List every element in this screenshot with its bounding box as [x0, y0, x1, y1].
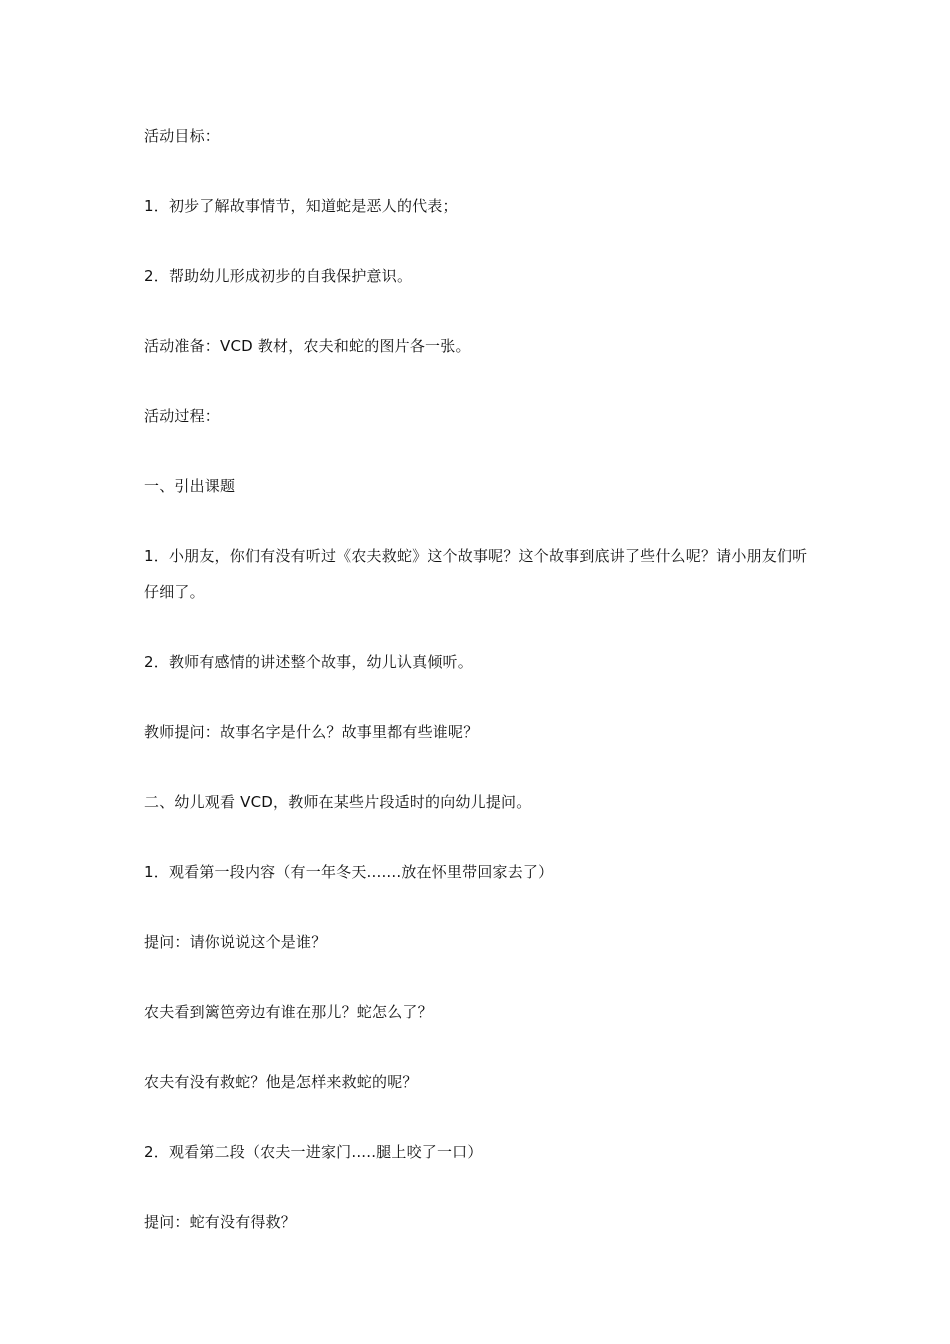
- section-2-item-2: 2．观看第二段（农夫一进家门.....腿上咬了一口）: [144, 1143, 483, 1161]
- section-2-item-1: 1．观看第一段内容（有一年冬天.......放在怀里带回家去了）: [144, 863, 554, 881]
- heading-activity-process: 活动过程：: [144, 407, 221, 425]
- section-2-title: 二、幼儿观看 VCD，教师在某些片段适时的向幼儿提问。: [144, 793, 532, 811]
- section-1-item-2: 2．教师有感情的讲述整个故事，幼儿认真倾听。: [144, 653, 473, 671]
- goal-item-2: 2．帮助幼儿形成初步的自我保护意识。: [144, 267, 413, 285]
- question-who: 提问：请你说说这个是谁？: [144, 933, 327, 951]
- question-save-snake: 农夫有没有救蛇？他是怎样来救蛇的呢？: [144, 1073, 418, 1091]
- section-1-item-1: 1．小朋友，你们有没有听过《农夫救蛇》这个故事呢？这个故事到底讲了些什么呢？请小朋友们听仔细了。: [144, 547, 808, 601]
- document-body: [144, 118, 814, 1274]
- activity-preparation: 活动准备：VCD 教材，农夫和蛇的图片各一张。: [144, 337, 471, 355]
- question-fence: 农夫看到篱笆旁边有谁在那儿？蛇怎么了？: [144, 1003, 433, 1021]
- heading-activity-goals: 活动目标：: [144, 127, 221, 145]
- teacher-question: 教师提问：故事名字是什么？故事里都有些谁呢？: [144, 723, 479, 741]
- section-1-title: 一、引出课题: [144, 477, 236, 495]
- question-snake-saved: 提问：蛇有没有得救？: [144, 1213, 297, 1231]
- goal-item-1: 1．初步了解故事情节，知道蛇是恶人的代表；: [144, 197, 458, 215]
